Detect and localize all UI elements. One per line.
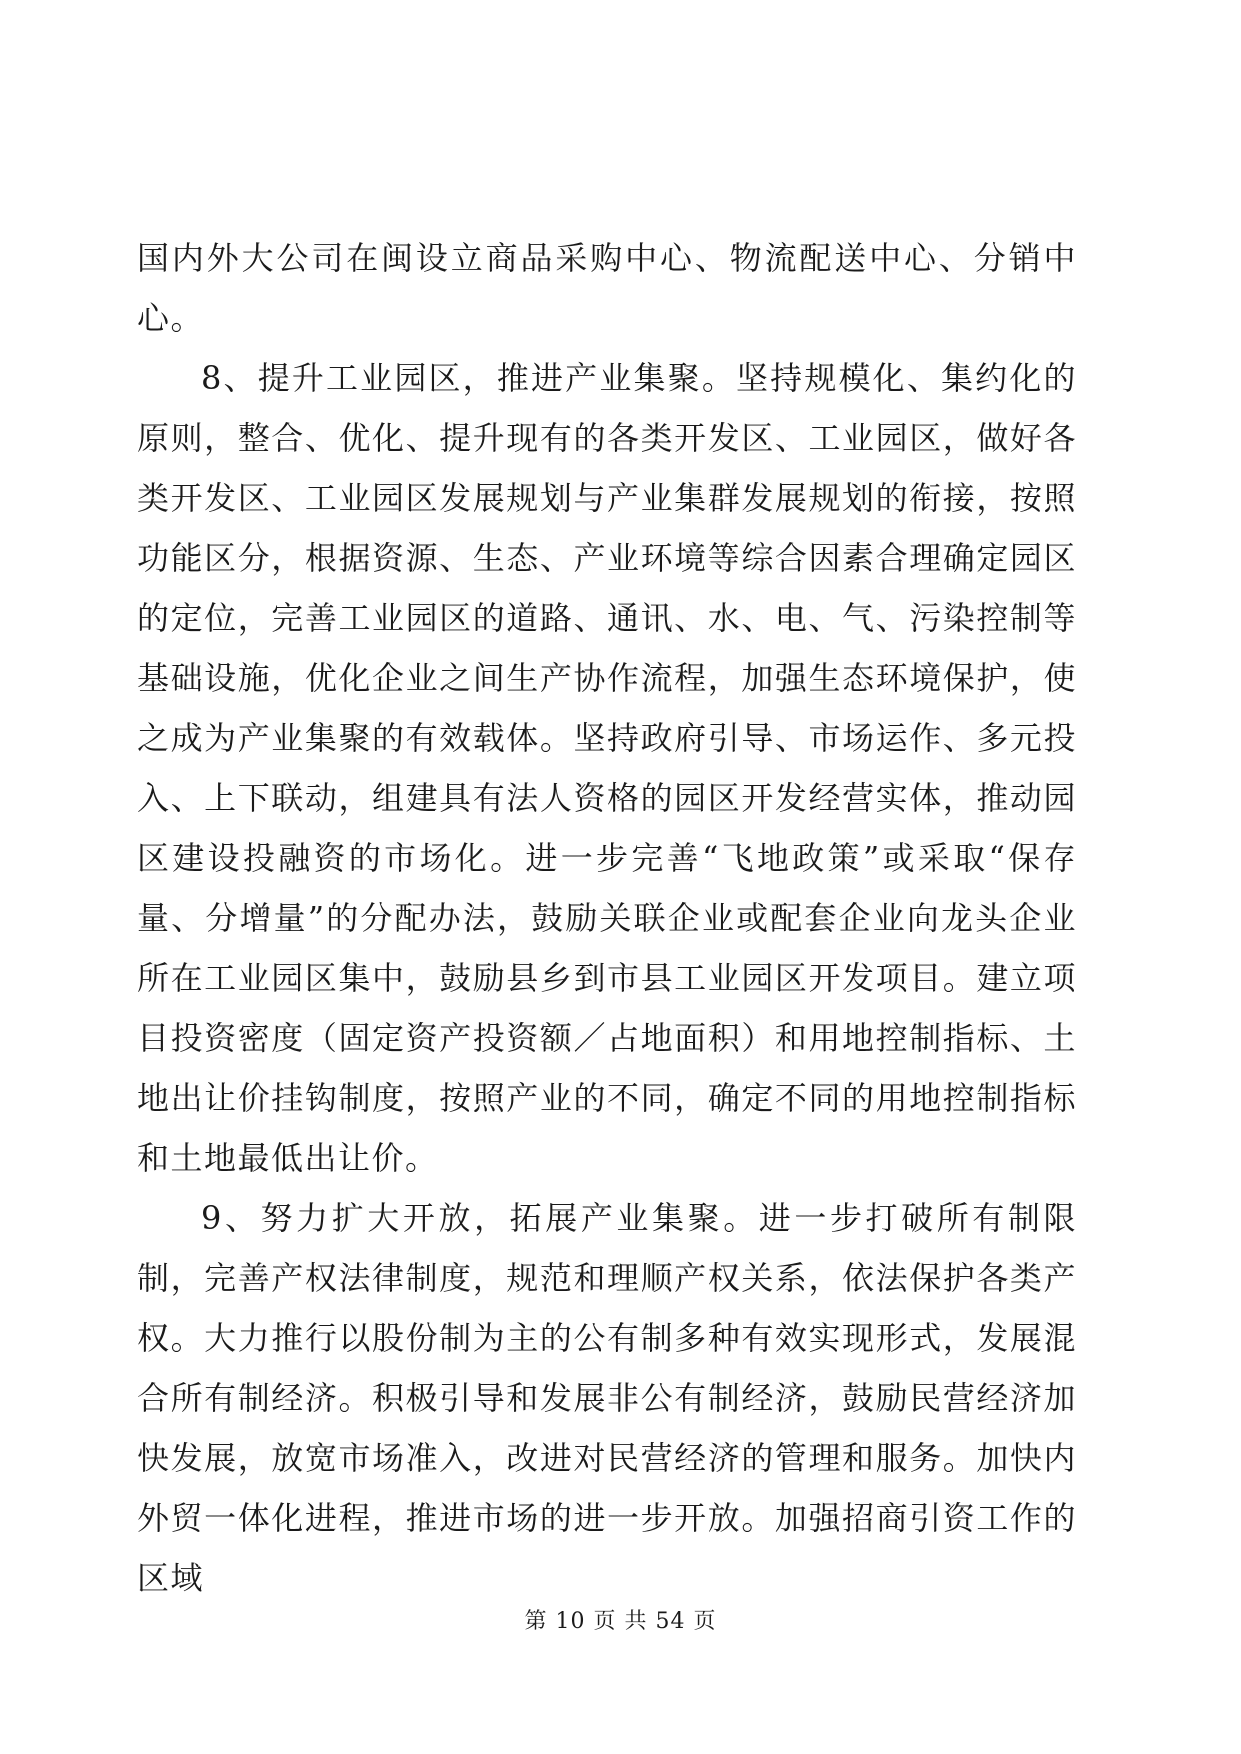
paragraph-1: 国内外大公司在闽设立商品采购中心、物流配送中心、分销中心。 (137, 239, 1077, 337)
body-text (137, 228, 1077, 1608)
paragraph-3: 9、努力扩大开放，拓展产业集聚。进一步打破所有制限制，完善产权法律制度，规范和理顺产权关系，依法保护各类产权。大力推行以股份制为主的公有制多种有效实现形式，发展混合所有制经济。积极引导和发展非公有制经济，鼓励民营经济加快发展，放宽市场准入，改进对民营经济的管理和服务。加快内外贸一体化进程，推进市场的进一步开放。加强招商引资工作的区域 (137, 1199, 1077, 1597)
paragraph-2: 8、提升工业园区，推进产业集聚。坚持规模化、集约化的原则，整合、优化、提升现有的各类开发区、工业园区，做好各类开发区、工业园区发展规划与产业集群发展规划的衔接，按照功能区分，根据资源、生态、产业环境等综合因素合理确定园区的定位，完善工业园区的道路、通讯、水、电、气、污染控制等基础设施，优化企业之间生产协作流程，加强生态环境保护，使之成为产业集聚的有效载体。坚持政府引导、市场运作、多元投入、上下联动，组建具有法人资格的园区开发经营实体，推动园区建设投融资的市场化。进一步完善“飞地政策”或采取“保存量、分增量”的分配办法，鼓励关联企业或配套企业向龙头企业所在工业园区集中，鼓励县乡到市县工业园区开发项目。建立项目投资密度（固定资产投资额／占地面积）和用地控制指标、土地出让价挂钩制度，按照产业的不同，确定不同的用地控制指标和土地最低出让价。 (137, 359, 1077, 1177)
page-number-footer: 第 10 页 共 54 页 (524, 1609, 717, 1634)
